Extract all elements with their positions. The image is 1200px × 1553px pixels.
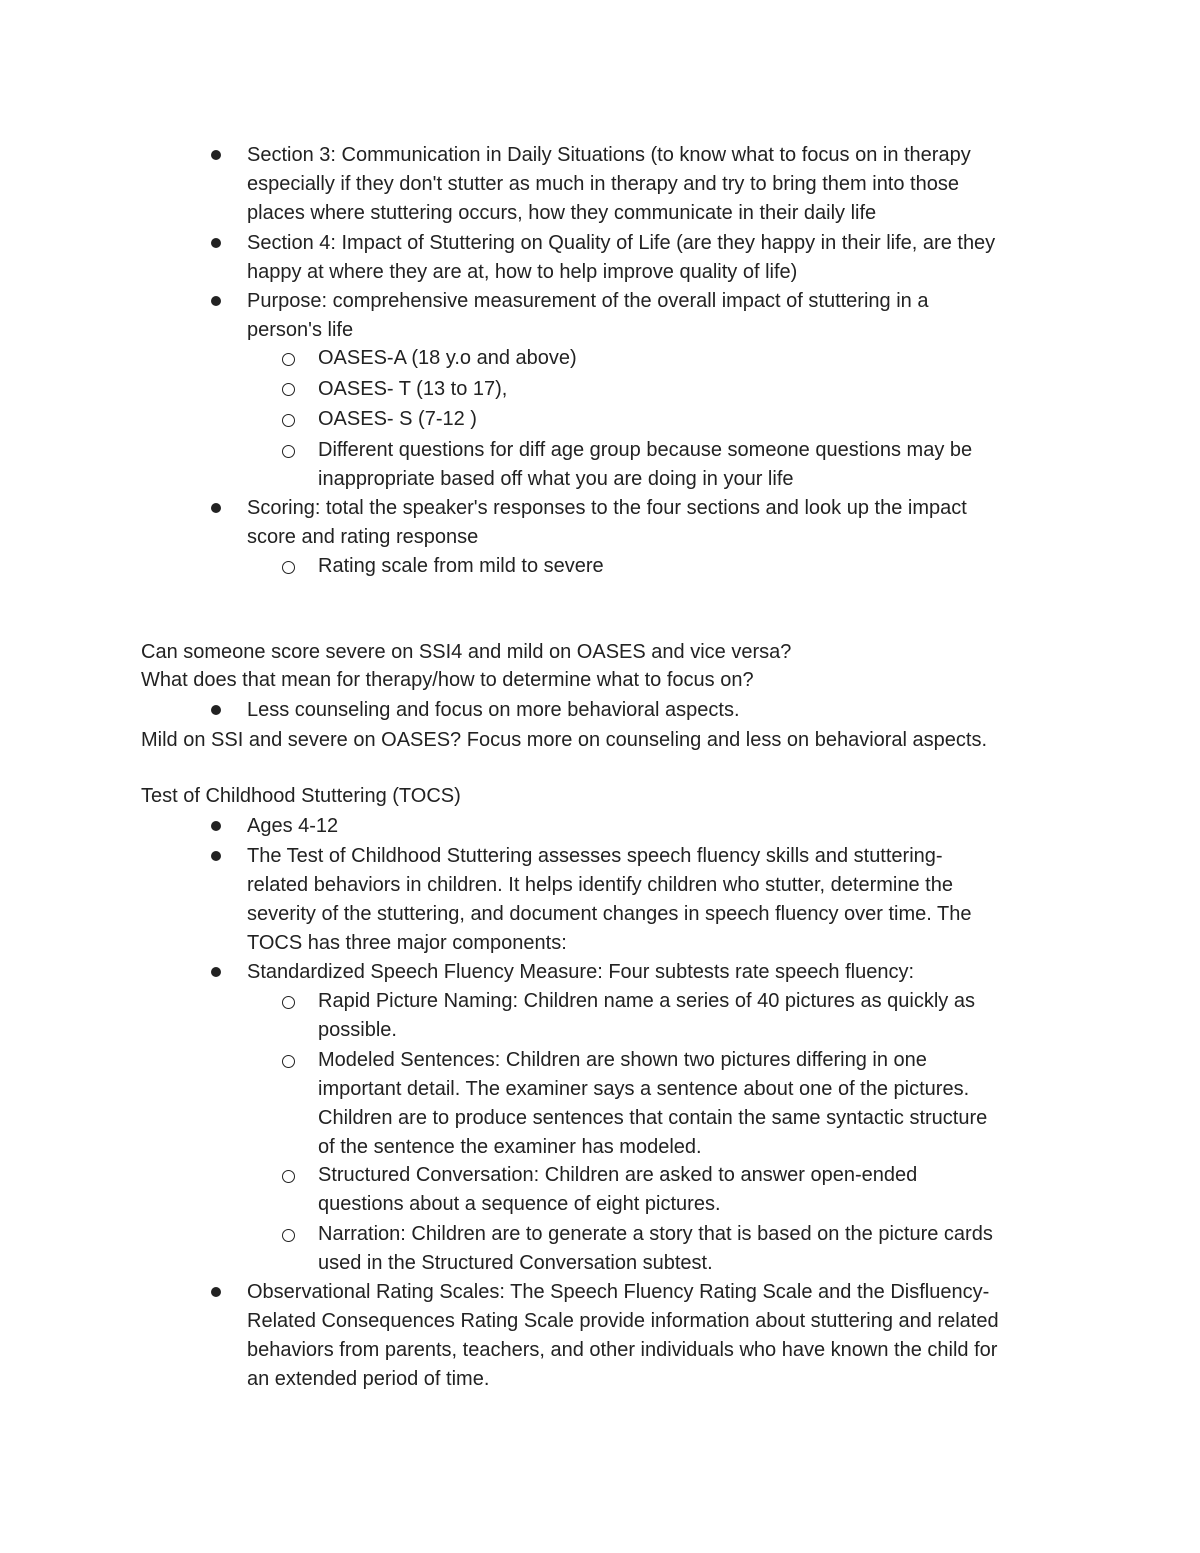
text-line: person's life [247,319,354,341]
question-line: Can someone score severe on SSI4 and mild on OASES and vice versa? [141,641,792,663]
hollow-bullet-icon [282,1055,295,1068]
bullet-icon [211,150,221,160]
sub-item-oases-s [318,405,477,434]
bullet-icon [211,1287,221,1297]
text-line: Related Consequences Rating Scale provide information about stuttering and related [247,1310,999,1332]
text-line: Standardized Speech Fluency Measure: Four subtests rate speech fluency: [247,961,915,983]
text-line: Scoring: total the speaker's responses to the four sections and look up the impact [247,497,967,519]
text-line: an extended period of time. [247,1368,490,1390]
text-line: happy at where they are at, how to help improve quality of life) [247,261,798,283]
text-line: Rating scale from mild to severe [318,555,604,577]
text-line: Narration: Children are to generate a story that is based on the picture cards [318,1223,993,1245]
text-line: places where stuttering occurs, how they communicate in their daily life [247,202,877,224]
hollow-bullet-icon [282,383,295,396]
bullet-icon [211,851,221,861]
text-line: especially if they don't stutter as much in therapy and try to bring them into those [247,173,959,195]
text-line: related behaviors in children. It helps identify children who stutter, determine the [247,874,953,896]
text-line: Rapid Picture Naming: Children name a series of 40 pictures as quickly as [318,990,975,1012]
list-item-observational-scales [247,1278,999,1394]
bullet-icon [211,705,221,715]
text-line: Modeled Sentences: Children are shown two pictures differing in one [318,1049,927,1071]
sub-item-oases-a [318,344,577,373]
list-item-purpose [247,287,928,345]
list-item-scoring [247,494,967,552]
text-line: possible. [318,1019,397,1041]
sub-item-rapid-picture-naming [318,987,975,1045]
sub-item-modeled-sentences [318,1046,987,1162]
text-line: inappropriate based off what you are doing in your life [318,468,794,490]
text-line: behaviors from parents, teachers, and other individuals who have known the child for [247,1339,998,1361]
text-line: Section 4: Impact of Stuttering on Quality of Life (are they happy in their life, are they [247,232,996,254]
text-line: severity of the stuttering, and document changes in speech fluency over time. The [247,903,972,925]
text-line: OASES- S (7-12 ) [318,408,477,430]
hollow-bullet-icon [282,1170,295,1183]
hollow-bullet-icon [282,1229,295,1242]
list-item-tocs-description [247,842,971,958]
text-line: Structured Conversation: Children are asked to answer open-ended [318,1164,918,1186]
list-item-ages [247,812,338,841]
bullet-icon [211,238,221,248]
text-line: The Test of Childhood Stuttering assesses speech fluency skills and stuttering- [247,845,943,867]
list-item-section-4 [247,229,995,287]
text-line: important detail. The examiner says a sentence about one of the pictures. [318,1078,970,1100]
bullet-icon [211,503,221,513]
text-line: OASES-A (18 y.o and above) [318,347,577,369]
text-line: score and rating response [247,526,479,548]
bullet-icon [211,296,221,306]
sub-item-oases-t [318,375,507,404]
text-line: Children are to produce sentences that contain the same syntactic structure [318,1107,988,1129]
text-line: Purpose: comprehensive measurement of the overall impact of stuttering in a [247,290,929,312]
hollow-bullet-icon [282,996,295,1009]
sub-item-age-groups [318,436,972,494]
text-line: OASES- T (13 to 17), [318,378,508,400]
hollow-bullet-icon [282,561,295,574]
sub-item-narration [318,1220,993,1278]
list-item-standardized-measure [247,958,914,987]
sub-item-rating-scale [318,552,604,581]
text-line: of the sentence the examiner has modeled. [318,1136,702,1158]
text-line: Different questions for diff age group because someone questions may be [318,439,973,461]
text-line: TOCS has three major components: [247,932,567,954]
sub-item-structured-conversation [318,1161,917,1219]
hollow-bullet-icon [282,445,295,458]
question-line: What does that mean for therapy/how to determine what to focus on? [141,669,754,691]
bullet-icon [211,967,221,977]
text-line: questions about a sequence of eight pictures. [318,1193,721,1215]
hollow-bullet-icon [282,414,295,427]
text-line: Section 3: Communication in Daily Situations (to know what to focus on in therapy [247,144,971,166]
hollow-bullet-icon [282,353,295,366]
list-item-less-counseling: Less counseling and focus on more behavioral aspects. [247,699,740,721]
text-line: used in the Structured Conversation subtest. [318,1252,713,1274]
text-line: Ages 4-12 [247,815,339,837]
list-item-section-3 [247,141,971,228]
section-heading: Test of Childhood Stuttering (TOCS) [141,785,461,807]
text-line: Observational Rating Scales: The Speech Fluency Rating Scale and the Disfluency- [247,1281,990,1303]
bullet-icon [211,821,221,831]
question-line: Mild on SSI and severe on OASES? Focus more on counseling and less on behavioral aspects. [141,729,988,751]
